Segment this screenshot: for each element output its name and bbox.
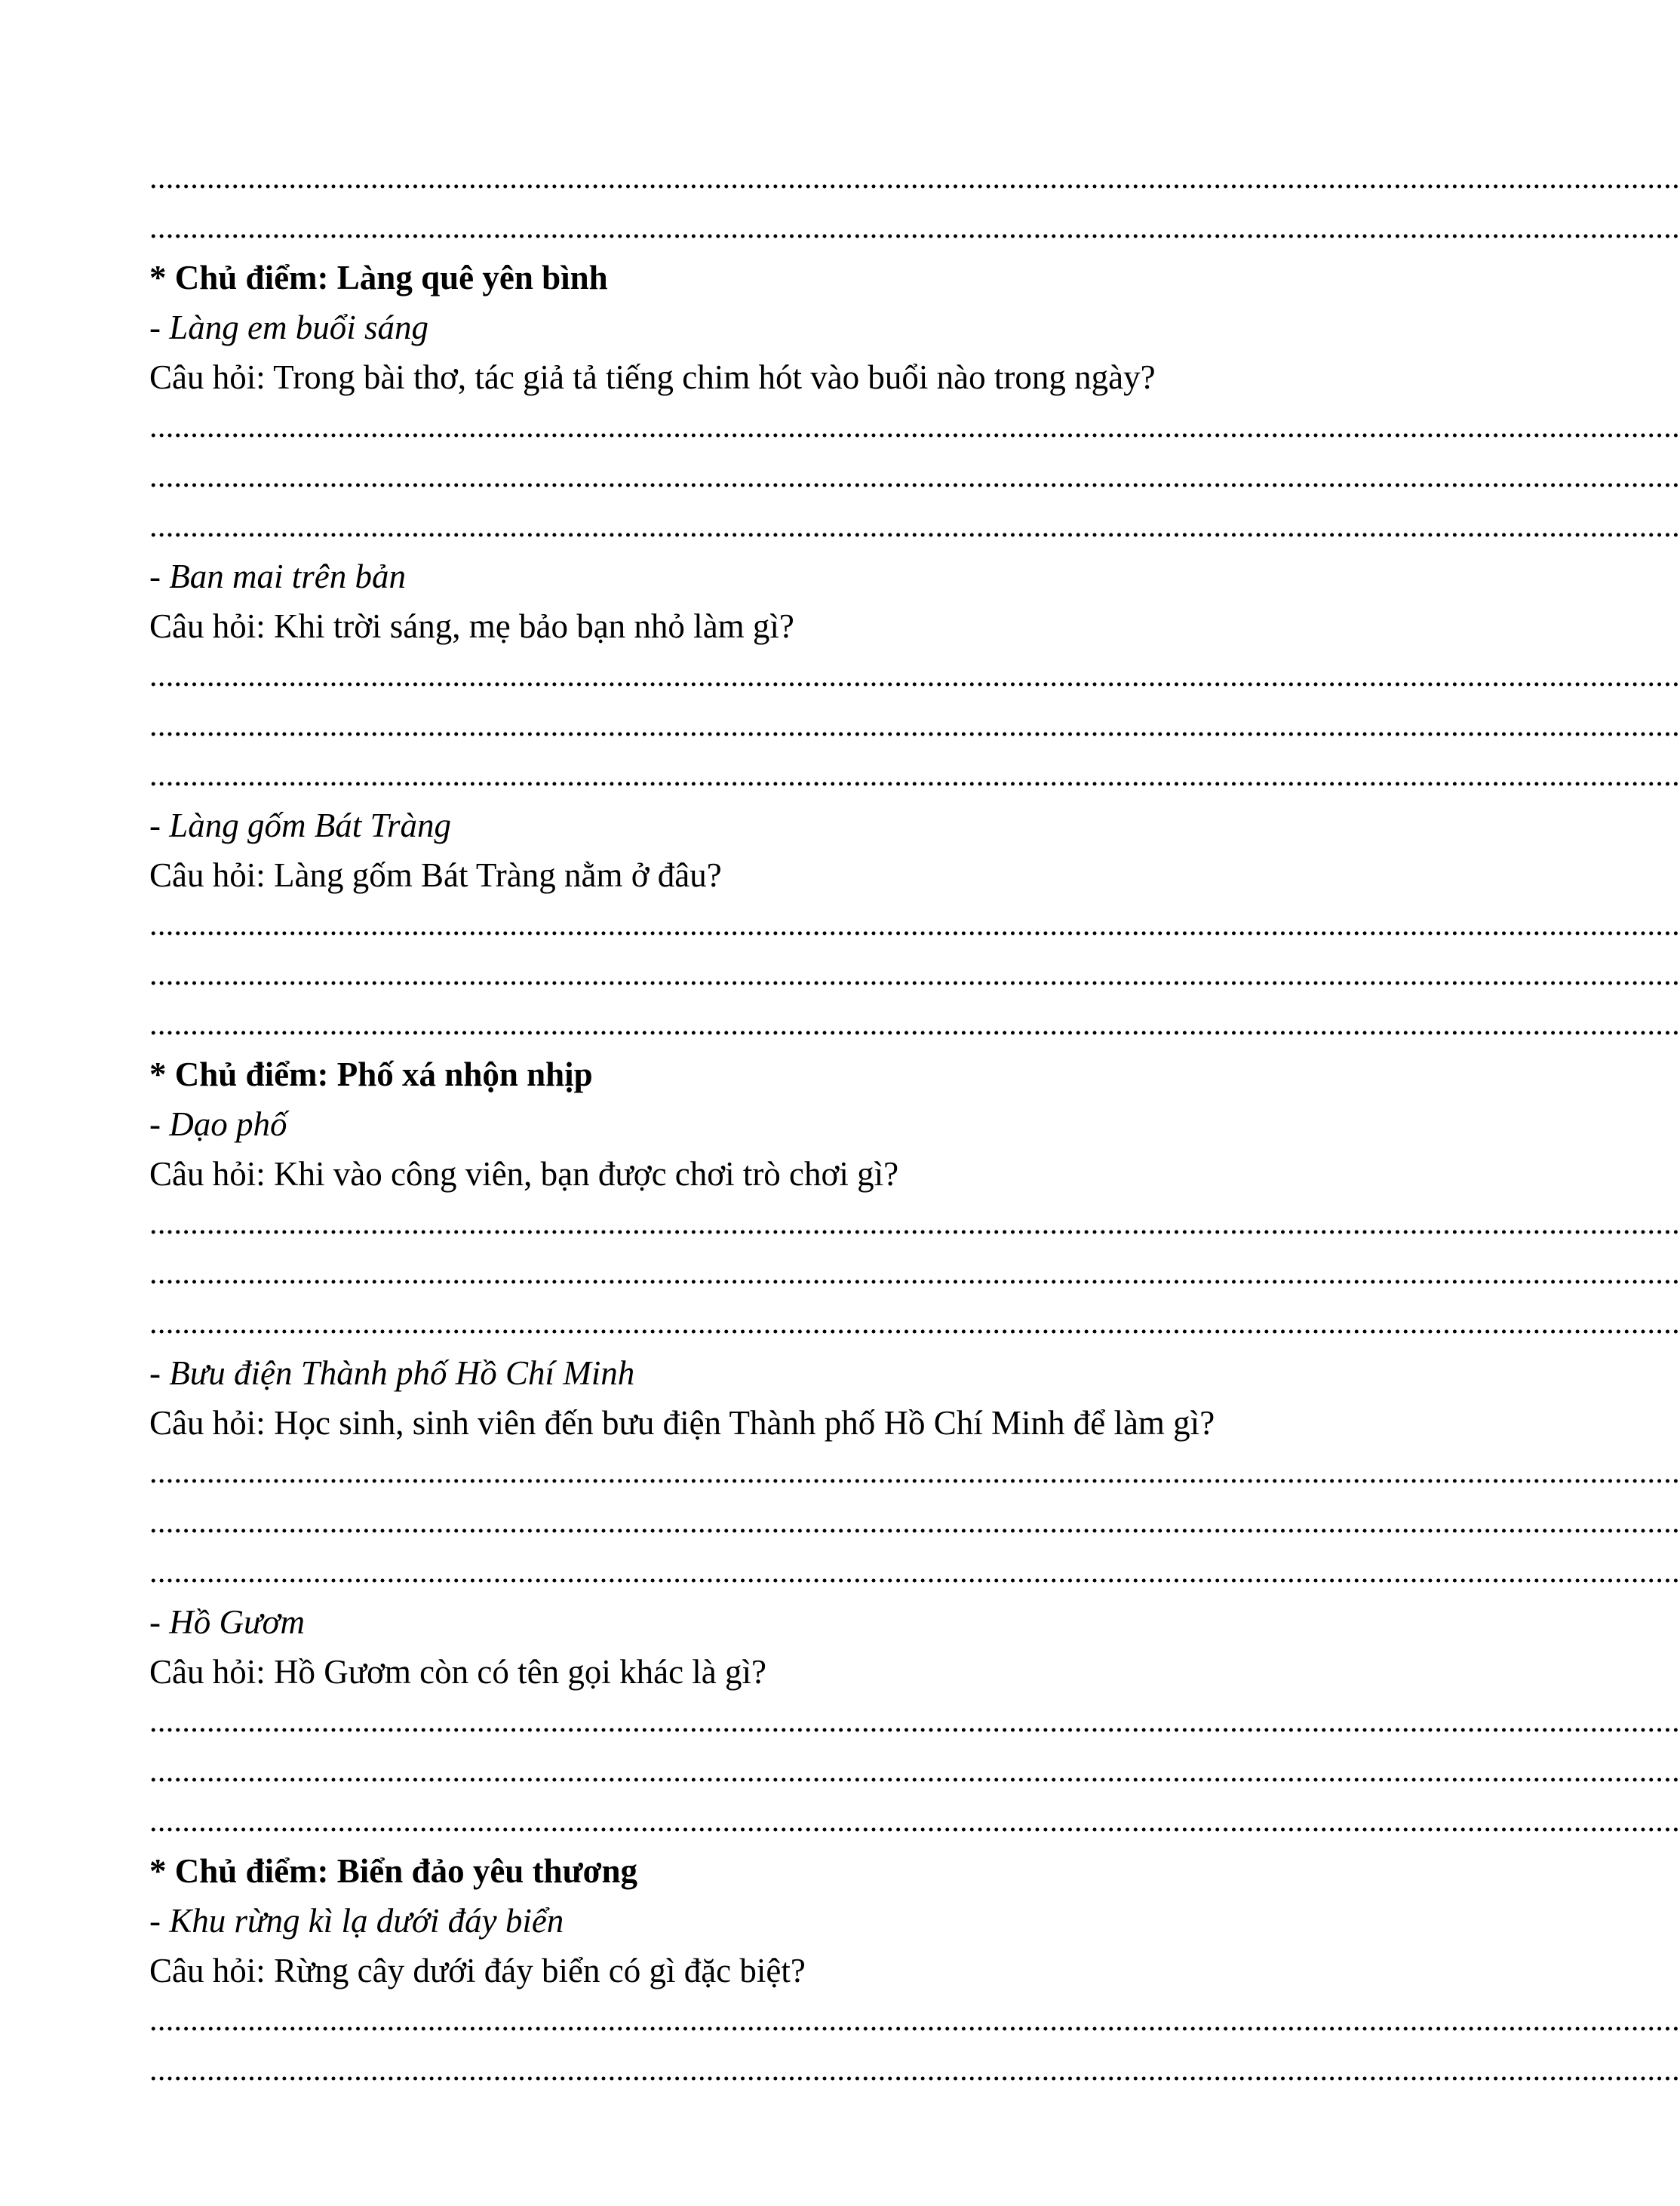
answer-line[interactable]: ........................................................................................................................................................................................... xyxy=(149,161,1680,195)
answer-line[interactable]: ........................................................................................................................................................................................... xyxy=(149,908,1680,942)
answer-line[interactable]: ........................................................................................................................................................................................... xyxy=(149,957,1680,992)
answer-line[interactable]: ........................................................................................................................................................................................... xyxy=(149,758,1680,793)
question-text: Câu hỏi: Khi trời sáng, mẹ bảo bạn nhỏ làm gì? xyxy=(149,607,794,645)
answer-line[interactable]: ........................................................................................................................................................................................... xyxy=(149,1704,1680,1739)
lesson-title: - Hồ Gươm xyxy=(149,1603,306,1641)
answer-line[interactable]: ........................................................................................................................................................................................... xyxy=(149,1555,1680,1590)
lesson-title: - Dạo phố xyxy=(149,1105,287,1143)
answer-line[interactable]: ........................................................................................................................................................................................... xyxy=(149,459,1680,494)
lesson-title: - Ban mai trên bản xyxy=(149,558,406,595)
answer-line[interactable]: ........................................................................................................................................................................................... xyxy=(149,1256,1680,1291)
question-text: Câu hỏi: Học sinh, sinh viên đến bưu điện Thành phố Hồ Chí Minh để làm gì? xyxy=(149,1404,1215,1442)
answer-line[interactable]: ........................................................................................................................................................................................... xyxy=(149,1455,1680,1490)
lesson-title: - Làng em buổi sáng xyxy=(149,309,428,346)
lesson-title: - Làng gốm Bát Tràng xyxy=(149,807,452,844)
section-heading: * Chủ điểm: Phố xá nhộn nhịp xyxy=(149,1055,593,1093)
section-heading: * Chủ điểm: Biển đảo yêu thương xyxy=(149,1852,638,1890)
answer-line[interactable]: ........................................................................................................................................................................................... xyxy=(149,708,1680,743)
answer-line[interactable]: ........................................................................................................................................................................................... xyxy=(149,509,1680,544)
answer-line[interactable]: ........................................................................................................................................................................................... xyxy=(149,1505,1680,1540)
lesson-title: - Bưu điện Thành phố Hồ Chí Minh xyxy=(149,1354,635,1392)
answer-line[interactable]: ........................................................................................................................................................................................... xyxy=(149,659,1680,693)
answer-line[interactable]: ........................................................................................................................................................................................... xyxy=(149,1206,1680,1241)
answer-line[interactable]: ........................................................................................................................................................................................... xyxy=(149,2053,1680,2088)
question-text: Câu hỏi: Khi vào công viên, bạn được chơi trò chơi gì? xyxy=(149,1155,899,1193)
answer-line[interactable]: ........................................................................................................................................................................................... xyxy=(149,1306,1680,1341)
question-text: Câu hỏi: Làng gốm Bát Tràng nằm ở đâu? xyxy=(149,856,722,894)
answer-line[interactable]: ........................................................................................................................................................................................... xyxy=(149,1007,1680,1042)
answer-line[interactable]: ........................................................................................................................................................................................... xyxy=(149,1754,1680,1789)
answer-line[interactable]: ........................................................................................................................................................................................... xyxy=(149,410,1680,444)
answer-line[interactable]: ........................................................................................................................................................................................... xyxy=(149,2003,1680,2038)
lesson-title: - Khu rừng kì lạ dưới đáy biển xyxy=(149,1902,564,1940)
question-text: Câu hỏi: Rừng cây dưới đáy biển có gì đặc biệt? xyxy=(149,1952,806,1989)
question-text: Câu hỏi: Trong bài thơ, tác giả tả tiếng chim hót vào buổi nào trong ngày? xyxy=(149,358,1156,396)
question-text: Câu hỏi: Hồ Gươm còn có tên gọi khác là gì? xyxy=(149,1653,766,1691)
worksheet-content xyxy=(149,153,1680,2095)
answer-line[interactable]: ........................................................................................................................................................................................... xyxy=(149,1804,1680,1839)
section-heading: * Chủ điểm: Làng quê yên bình xyxy=(149,259,608,296)
answer-line[interactable]: ........................................................................................................................................................................................... xyxy=(149,210,1680,245)
